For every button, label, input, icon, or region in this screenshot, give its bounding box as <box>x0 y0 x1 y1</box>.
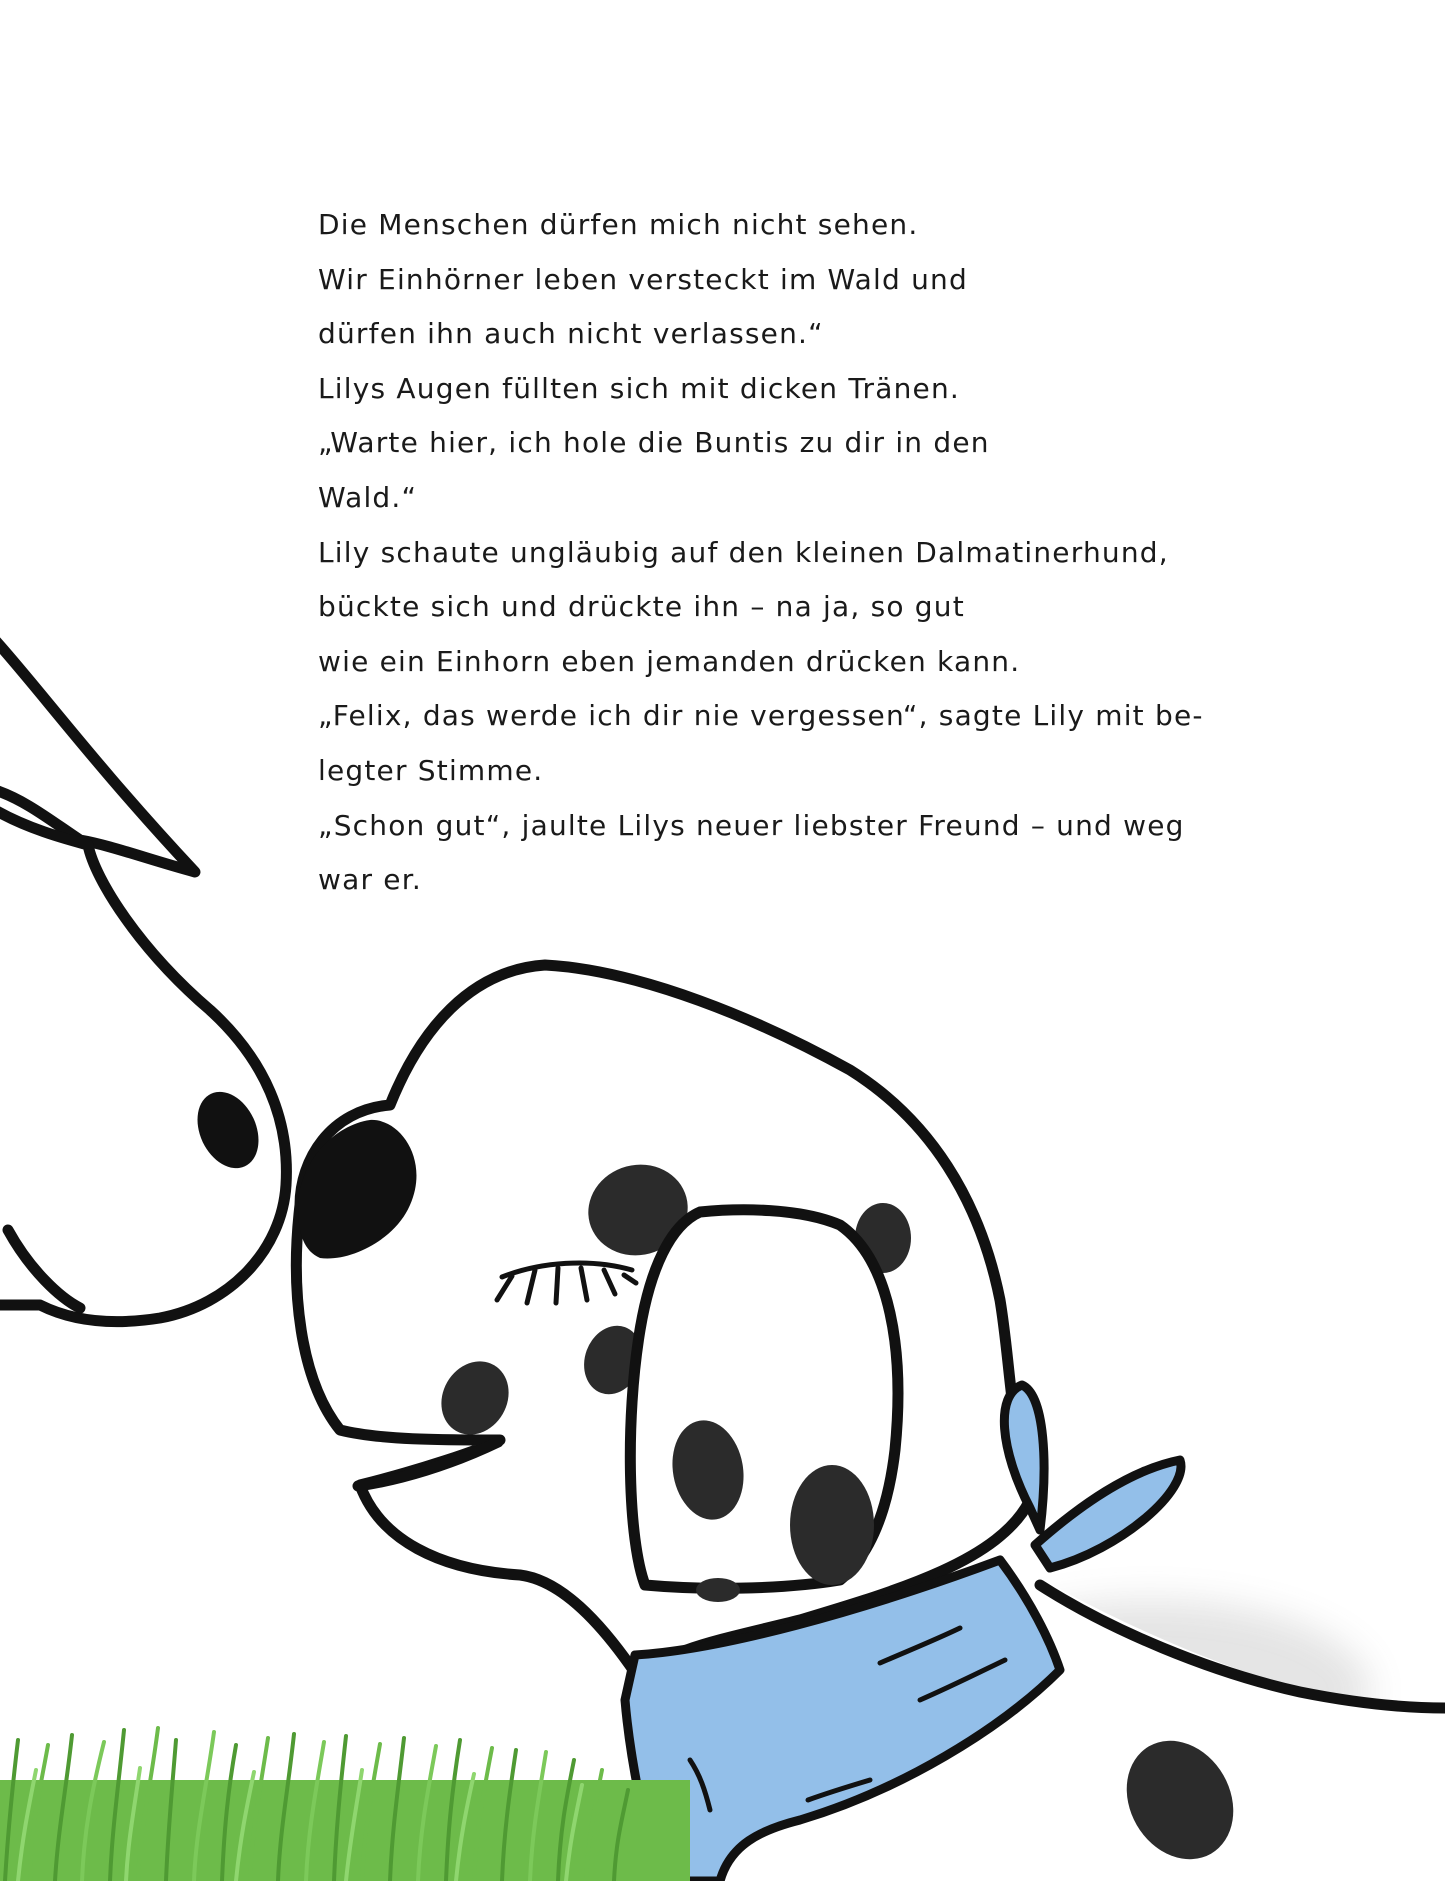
story-line: „Felix, das werde ich dir nie vergessen“, sagte Lily mit be- <box>318 699 1204 733</box>
story-line: wie ein Einhorn eben jemanden drücken kann. <box>318 644 1021 678</box>
unicorn-head <box>0 640 286 1322</box>
story-line: legter Stimme. <box>318 753 544 787</box>
story-line: Die Menschen dürfen mich nicht sehen. <box>318 208 919 241</box>
unicorn-muzzle <box>0 810 286 1322</box>
bandana-knot-tail <box>1035 1460 1181 1568</box>
dog-ear <box>630 1210 898 1602</box>
grass <box>0 1728 690 1881</box>
story-line: bückte sich und drückte ihn – na ja, so gut <box>318 590 965 624</box>
story-line: Wald.“ <box>318 480 418 514</box>
story-text <box>318 198 1278 908</box>
story-line: Wir Einhörner leben versteckt im Wald und <box>318 262 968 296</box>
story-line: Lilys Augen füllten sich mit dicken Tränen. <box>318 371 961 405</box>
story-line: Lily schaute ungläubig auf den kleinen Dalmatinerhund, <box>318 535 1169 569</box>
story-line: dürfen ihn auch nicht verlassen.“ <box>318 317 824 351</box>
story-line: „Schon gut“, jaulte Lilys neuer liebster Freund – und weg <box>318 808 1185 842</box>
story-line: war er. <box>318 863 422 897</box>
dog-ear-spot <box>696 1578 740 1602</box>
dog-ear-spot <box>790 1465 874 1585</box>
story-line: „Warte hier, ich hole die Buntis zu dir in den <box>318 426 990 460</box>
